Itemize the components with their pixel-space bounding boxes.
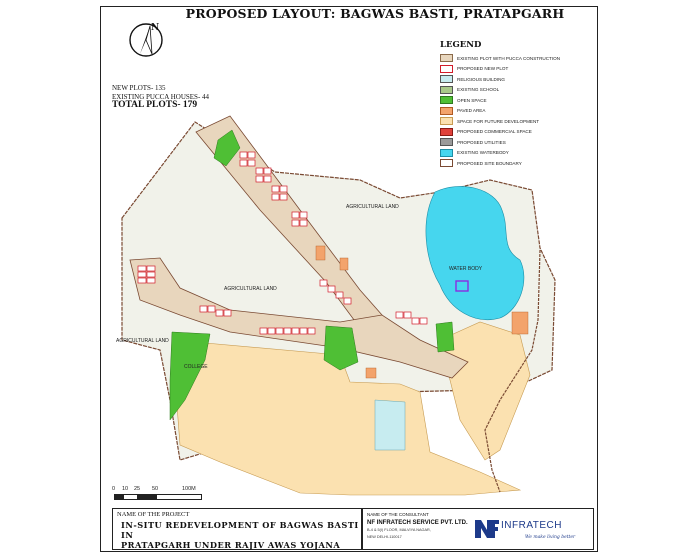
scale-segments <box>114 494 202 500</box>
north-arrow-icon <box>126 20 166 60</box>
project-label: NAME OF THE PROJECT <box>117 511 190 518</box>
legend-item <box>440 74 590 85</box>
consultant-address-1: B-4 & 5(I) FLOOR, MALVIYA NAGAR, <box>367 528 431 532</box>
existing-houses-stat: EXISTING PUCCA HOUSES- 44 <box>112 92 210 101</box>
agricultural-land-label-1: AGRICULTURAL LAND <box>346 204 399 210</box>
agricultural-land-label-2: AGRICULTURAL LAND <box>224 286 277 292</box>
scale-tick-2: 25 <box>134 486 141 492</box>
legend-swatch <box>440 54 453 62</box>
project-name-block <box>112 508 362 550</box>
legend-label: PROPOSED NEW PLOT <box>457 66 509 72</box>
scale-bar <box>112 486 207 500</box>
legend-label: RELIGIOUS BUILDING <box>457 76 505 82</box>
college-label: COLLEGE <box>184 364 208 370</box>
consultant-label: NAME OF THE CONSULTANT <box>367 512 429 517</box>
scale-tick-3: 50 <box>152 486 159 492</box>
legend-swatch <box>440 86 453 94</box>
agricultural-land-label-3: AGRICULTURAL LAND <box>116 338 169 344</box>
legend-item <box>440 85 590 96</box>
legend-swatch <box>440 75 453 83</box>
legend-title: LEGEND <box>440 40 482 50</box>
map-title: PROPOSED LAYOUT: BAGWAS BASTI, PRATAPGARH <box>185 6 565 21</box>
project-title-line2: PRATAPGARH UNDER RAJIV AWAS YOJANA <box>121 540 341 550</box>
nf-logo-icon <box>473 518 499 540</box>
open-space-2 <box>324 326 358 370</box>
infratech-logo <box>473 515 588 545</box>
logo-tagline: We make living better <box>525 535 576 540</box>
legend-label: PROPOSED COMMERCIAL SPACE <box>457 129 532 135</box>
svg-text:N: N <box>151 23 160 33</box>
legend-label: EXISTING PLOT WITH PUCCA CONSTRUCTION <box>457 55 561 61</box>
consultant-address-2: NEW DELHI-110017 <box>367 535 402 539</box>
legend-label: OPEN SPACE <box>457 97 487 103</box>
legend-label: PAVED AREA <box>457 108 486 114</box>
water-body-label: WATER BODY <box>449 266 483 272</box>
consultant-block <box>362 508 594 550</box>
legend-label: EXISTING WATERBODY <box>457 150 509 156</box>
legend-swatch <box>440 65 453 73</box>
legend-label: SPACE FOR FUTURE DEVELOPMENT <box>457 118 540 124</box>
new-plots-stat: NEW PLOTS- 135 <box>112 84 166 92</box>
legend-label: EXISTING SCHOOL <box>457 87 500 93</box>
project-title-line1: IN-SITU REDEVELOPMENT OF BAGWAS BASTI IN <box>121 520 359 540</box>
scale-tick-1: 10 <box>122 486 129 492</box>
legend-label: PROPOSED SITE BOUNDARY <box>457 160 522 166</box>
consultant-name: NF INFRATECH SERVICE PVT. LTD. <box>367 520 468 526</box>
legend-item <box>440 53 590 64</box>
total-plots-stat: TOTAL PLOTS- 179 <box>112 100 198 110</box>
logo-text: INFRATECH <box>501 520 562 531</box>
scale-tick-4: 100M <box>182 486 196 492</box>
site-map <box>100 97 560 500</box>
religious-building-area <box>375 400 405 450</box>
scale-tick-0: 0 <box>112 486 116 492</box>
open-space-3 <box>436 322 454 352</box>
legend-label: PROPOSED UTILITIES <box>457 139 506 145</box>
legend-item <box>440 64 590 75</box>
